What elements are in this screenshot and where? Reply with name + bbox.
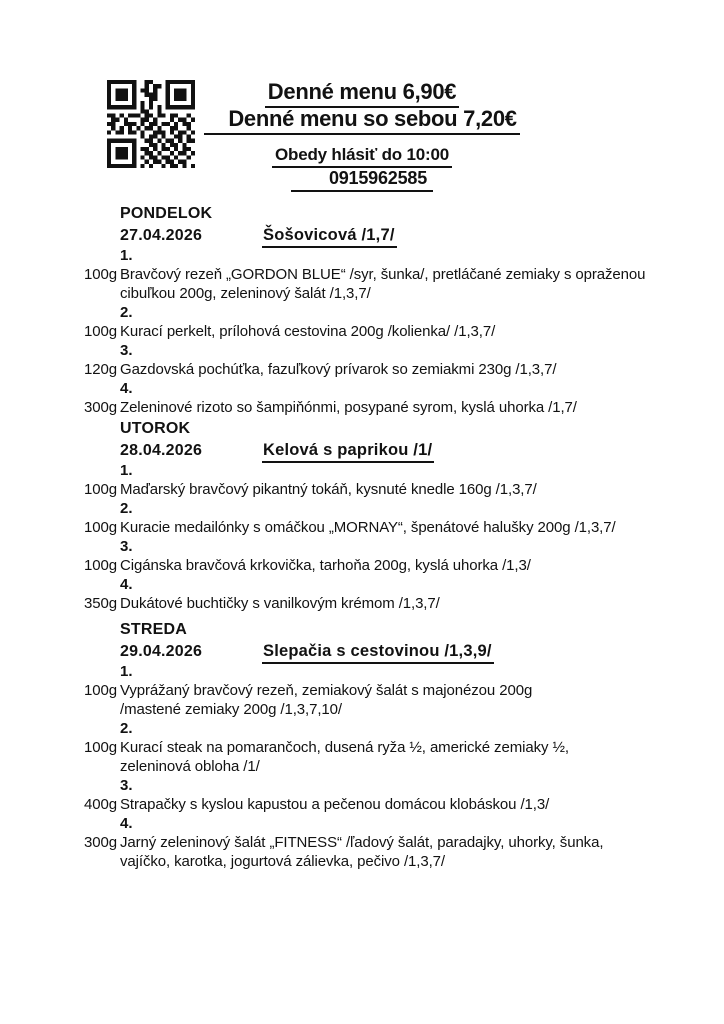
item-weight: 100g (84, 739, 117, 756)
menu-item-line (0, 852, 724, 871)
item-text: /mastené zemiaky 200g /1,3,7,10/ (120, 701, 342, 718)
day-header-row (120, 224, 724, 246)
day-name: STREDA (120, 621, 187, 638)
day-name: UTOROK (120, 420, 191, 437)
item-number: 1. (120, 462, 133, 479)
item-number: 3. (120, 777, 133, 794)
day-date: 29.04.2026 (120, 643, 203, 660)
item-text: Bravčový rezeň „GORDON BLUE“ /syr, šunka/, pretláčané zemiaky s opraženou (120, 266, 646, 283)
item-weight: 100g (84, 682, 117, 699)
menu-item-line (0, 594, 724, 613)
item-text: Kurací steak na pomarančoch, dusená ryža ½, americké zemiaky ½, (120, 739, 569, 756)
item-weight: 120g (84, 361, 117, 378)
item-weight: 400g (84, 796, 117, 813)
item-weight: 100g (84, 266, 117, 283)
item-number: 4. (120, 380, 133, 397)
item-weight-spacer (0, 852, 117, 871)
menu-item-line (0, 398, 724, 417)
phone-number: 0915962585 (291, 168, 433, 192)
menu-item-line (0, 284, 724, 303)
order-deadline-note: Obedy hlásiť do 10:00 (272, 145, 452, 168)
soup-name: Kelová s paprikou /1/ (262, 439, 434, 463)
item-number: 3. (120, 538, 133, 555)
menu-item-line (0, 757, 724, 776)
item-text: Kuracie medailónky s omáčkou „MORNAY“, špenátové halušky 200g /1,3,7/ (120, 519, 616, 536)
day-date: 28.04.2026 (120, 442, 203, 459)
day-header-row (120, 439, 724, 461)
item-text: vajíčko, karotka, jogurtová zálievka, pečivo /1,3,7/ (120, 853, 445, 870)
menu-item-line (0, 681, 724, 700)
item-number: 4. (120, 815, 133, 832)
item-weight: 300g (84, 834, 117, 851)
day-date: 27.04.2026 (120, 227, 203, 244)
item-text: Strapačky s kyslou kapustou a pečenou domácou klobáskou /1,3/ (120, 796, 550, 813)
item-weight: 100g (84, 323, 117, 340)
menu-item-line (0, 738, 724, 757)
item-text: Maďarský bravčový pikantný tokáň, kysnuté knedle 160g /1,3,7/ (120, 481, 537, 498)
item-text: Jarný zeleninový šalát „FITNESS“ /ľadový šalát, paradajky, uhorky, šunka, (120, 834, 604, 851)
item-text: Zeleninové rizoto so šampiňónmi, posypané syrom, kyslá uhorka /1,7/ (120, 399, 577, 416)
page-subtitle: Denné menu so sebou 7,20€ (204, 106, 519, 135)
item-weight-spacer (0, 284, 117, 303)
item-weight: 350g (84, 595, 117, 612)
item-number: 3. (120, 342, 133, 359)
item-number: 1. (120, 247, 133, 264)
title-line-2-wrap (0, 106, 724, 135)
menu-item-line (0, 480, 724, 499)
item-text: Kurací perkelt, prílohová cestovina 200g /kolienka/ /1,3,7/ (120, 323, 496, 340)
menu-item-line (0, 360, 724, 379)
menu-item-line (0, 795, 724, 814)
item-weight: 100g (84, 519, 117, 536)
soup-name: Slepačia s cestovinou /1,3,9/ (262, 640, 494, 664)
page-title: Denné menu 6,90€ (265, 79, 459, 108)
day-section-pondelok (0, 204, 724, 417)
menu-item-line (0, 322, 724, 341)
order-note-wrap (0, 145, 724, 168)
menu-item-line (0, 518, 724, 537)
title-line-1-wrap (0, 79, 724, 108)
day-header-row (120, 640, 724, 662)
soup-name: Šošovicová /1,7/ (262, 224, 397, 248)
item-text: cibuľkou 200g, zeleninový šalát /1,3,7/ (120, 285, 371, 302)
menu-item-line (0, 265, 724, 284)
item-weight: 100g (84, 557, 117, 574)
menu-item-line (0, 700, 724, 719)
item-weight: 100g (84, 481, 117, 498)
phone-wrap (0, 168, 724, 192)
item-number: 4. (120, 576, 133, 593)
item-text: Vyprážaný bravčový rezeň, zemiakový šalát s majonézou 200g (120, 682, 533, 699)
menu-item-line (0, 556, 724, 575)
item-number: 2. (120, 720, 133, 737)
item-text: Gazdovská pochúťka, fazuľkový prívarok so zemiakmi 230g /1,3,7/ (120, 361, 557, 378)
item-number: 2. (120, 500, 133, 517)
item-weight-spacer (0, 757, 117, 776)
item-weight-spacer (0, 700, 117, 719)
item-number: 2. (120, 304, 133, 321)
menu-item-line (0, 833, 724, 852)
item-text: zeleninová obloha /1/ (120, 758, 260, 775)
item-weight: 300g (84, 399, 117, 416)
item-text: Cigánska bravčová krkovička, tarhoňa 200g, kyslá uhorka /1,3/ (120, 557, 531, 574)
item-text: Dukátové buchtičky s vanilkovým krémom /1,3,7/ (120, 595, 440, 612)
item-number: 1. (120, 663, 133, 680)
day-section-streda (0, 620, 724, 871)
day-section-utorok (0, 419, 724, 613)
day-name: PONDELOK (120, 205, 213, 222)
